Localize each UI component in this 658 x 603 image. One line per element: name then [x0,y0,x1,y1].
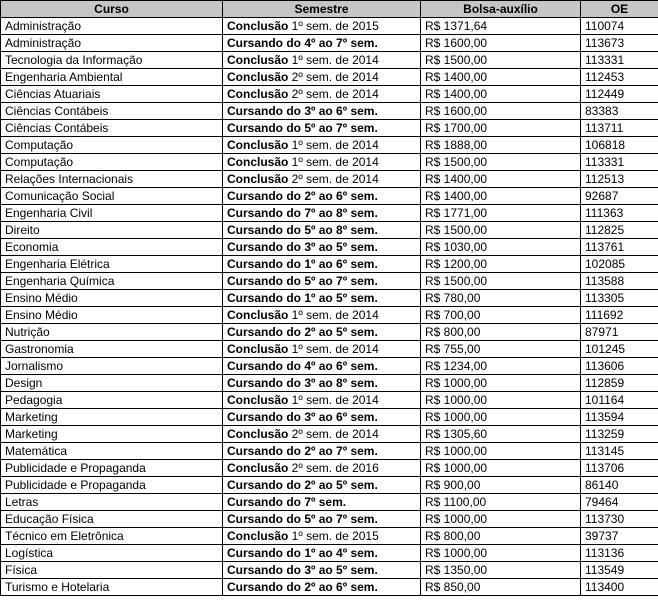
cell-semestre [223,52,421,69]
cell-oe: 113711 [581,120,658,137]
semestre-status: Cursando do 1º ao 4º sem. [227,546,378,560]
table-body [1,18,658,596]
cell-bolsa: R$ 1350,00 [421,562,581,579]
cell-semestre [223,188,421,205]
table-row [1,392,658,409]
semestre-detail: 1º sem. de 2014 [288,155,379,169]
cell-oe: 113136 [581,545,658,562]
cell-oe: 111692 [581,307,658,324]
cell-bolsa: R$ 1000,00 [421,511,581,528]
cell-curso: Design [1,375,223,392]
table-row [1,86,658,103]
cell-bolsa: R$ 1030,00 [421,239,581,256]
cell-bolsa: R$ 1000,00 [421,375,581,392]
cell-semestre [223,222,421,239]
semestre-detail: 1º sem. de 2015 [288,19,379,33]
semestre-status: Cursando do 3º ao 8º sem. [227,376,378,390]
table-row [1,545,658,562]
cell-semestre [223,256,421,273]
table-row [1,460,658,477]
semestre-detail: 2º sem. de 2016 [288,461,379,475]
cell-oe: 112825 [581,222,658,239]
cell-curso: Ciências Contábeis [1,103,223,120]
cell-curso: Ciências Contábeis [1,120,223,137]
cell-bolsa: R$ 1234,00 [421,358,581,375]
table-row [1,324,658,341]
cell-bolsa: R$ 900,00 [421,477,581,494]
cell-bolsa: R$ 1888,00 [421,137,581,154]
cell-oe: 113606 [581,358,658,375]
table-row [1,426,658,443]
cell-semestre [223,205,421,222]
cell-semestre [223,426,421,443]
cell-curso: Logística [1,545,223,562]
table-row [1,69,658,86]
semestre-status: Cursando do 2º ao 5º sem. [227,478,378,492]
cell-curso: Economia [1,239,223,256]
cell-semestre [223,69,421,86]
cell-oe: 86140 [581,477,658,494]
cell-curso: Educação Física [1,511,223,528]
semestre-status: Cursando do 2º ao 5º sem. [227,325,378,339]
cell-oe: 112449 [581,86,658,103]
cell-semestre [223,392,421,409]
cell-bolsa: R$ 1400,00 [421,171,581,188]
semestre-status: Cursando do 4º ao 6º sem. [227,359,378,373]
semestre-status: Conclusão [227,342,289,356]
cell-bolsa: R$ 1500,00 [421,273,581,290]
cell-curso: Computação [1,137,223,154]
cell-semestre [223,86,421,103]
cell-semestre [223,409,421,426]
semestre-status: Cursando do 3º ao 5º sem. [227,563,378,577]
table-row [1,256,658,273]
cell-oe: 113331 [581,52,658,69]
table-row [1,222,658,239]
semestre-status: Cursando do 5º ao 7º sem. [227,274,378,288]
semestre-detail: 1º sem. de 2014 [288,308,379,322]
semestre-status: Cursando do 2º ao 7º sem. [227,444,378,458]
cell-curso: Engenharia Química [1,273,223,290]
cell-bolsa: R$ 1000,00 [421,460,581,477]
table-row [1,409,658,426]
table-row [1,205,658,222]
cell-oe: 106818 [581,137,658,154]
table-row [1,239,658,256]
semestre-status: Cursando do 3º ao 5º sem. [227,240,378,254]
cell-oe: 113706 [581,460,658,477]
table-row [1,579,658,596]
cell-curso: Marketing [1,409,223,426]
cell-semestre [223,103,421,120]
semestre-detail: 1º sem. de 2014 [288,53,379,67]
cell-bolsa: R$ 850,00 [421,579,581,596]
semestre-detail: 1º sem. de 2015 [288,529,379,543]
cell-oe: 102085 [581,256,658,273]
cell-curso: Letras [1,494,223,511]
cell-oe: 110074 [581,18,658,35]
table-row [1,494,658,511]
table-row [1,103,658,120]
semestre-detail: 2º sem. de 2014 [288,87,379,101]
table-row [1,18,658,35]
cell-curso: Gastronomia [1,341,223,358]
table-row [1,358,658,375]
cell-bolsa: R$ 800,00 [421,528,581,545]
cell-bolsa: R$ 1305,60 [421,426,581,443]
semestre-status: Cursando do 2º ao 6º sem. [227,580,378,594]
header-semestre: Semestre [223,1,421,18]
table-header [1,1,658,18]
cell-semestre [223,579,421,596]
table-row [1,154,658,171]
cell-semestre [223,120,421,137]
cell-semestre [223,35,421,52]
semestre-status: Conclusão [227,427,289,441]
cell-semestre [223,528,421,545]
table-row [1,375,658,392]
semestre-status: Conclusão [227,53,289,67]
cell-bolsa: R$ 1000,00 [421,545,581,562]
cell-oe: 79464 [581,494,658,511]
semestre-status: Cursando do 3º ao 6º sem. [227,104,378,118]
table-row [1,477,658,494]
table-row [1,341,658,358]
semestre-status: Conclusão [227,138,289,152]
cell-bolsa: R$ 1500,00 [421,222,581,239]
cell-bolsa: R$ 1400,00 [421,69,581,86]
cell-semestre [223,494,421,511]
cell-semestre [223,562,421,579]
semestre-status: Cursando do 2º ao 6º sem. [227,189,378,203]
cell-bolsa: R$ 1600,00 [421,35,581,52]
header-oe: OE [581,1,658,18]
cell-bolsa: R$ 1700,00 [421,120,581,137]
cell-semestre [223,307,421,324]
semestre-detail: 1º sem. de 2014 [288,342,379,356]
semestre-status: Cursando do 7º ao 8º sem. [227,206,378,220]
cell-curso: Direito [1,222,223,239]
cell-semestre [223,137,421,154]
cell-bolsa: R$ 755,00 [421,341,581,358]
semestre-status: Conclusão [227,70,289,84]
semestre-status: Cursando do 3º ao 6º sem. [227,410,378,424]
cell-oe: 113761 [581,239,658,256]
cell-curso: Publicidade e Propaganda [1,460,223,477]
cell-semestre [223,545,421,562]
table-row [1,171,658,188]
cell-oe: 101245 [581,341,658,358]
cell-curso: Computação [1,154,223,171]
header-curso: Curso [1,1,223,18]
cell-curso: Administração [1,35,223,52]
table-row [1,188,658,205]
cell-oe: 113730 [581,511,658,528]
cell-oe: 113305 [581,290,658,307]
cell-bolsa: R$ 1000,00 [421,392,581,409]
semestre-status: Cursando do 5º ao 7º sem. [227,121,378,135]
cell-semestre [223,154,421,171]
cell-oe: 87971 [581,324,658,341]
cell-bolsa: R$ 1500,00 [421,154,581,171]
cell-semestre [223,375,421,392]
cell-bolsa: R$ 700,00 [421,307,581,324]
cell-oe: 113594 [581,409,658,426]
cell-curso: Publicidade e Propaganda [1,477,223,494]
cell-semestre [223,477,421,494]
cell-curso: Jornalismo [1,358,223,375]
cell-semestre [223,290,421,307]
table-row [1,137,658,154]
cell-semestre [223,460,421,477]
semestre-status: Conclusão [227,172,289,186]
header-row [1,1,658,18]
cell-curso: Comunicação Social [1,188,223,205]
table-row [1,443,658,460]
semestre-status: Cursando do 4º ao 7º sem. [227,36,378,50]
cell-oe: 113331 [581,154,658,171]
cell-oe: 112513 [581,171,658,188]
semestre-status: Cursando do 5º ao 8º sem. [227,223,378,237]
semestre-status: Cursando do 1º ao 6º sem. [227,257,378,271]
cell-curso: Técnico em Eletrônica [1,528,223,545]
cell-curso: Ensino Médio [1,307,223,324]
cell-curso: Matemática [1,443,223,460]
cell-curso: Ensino Médio [1,290,223,307]
cell-semestre [223,324,421,341]
cell-oe: 39737 [581,528,658,545]
cell-semestre [223,341,421,358]
cell-curso: Pedagogia [1,392,223,409]
cell-bolsa: R$ 780,00 [421,290,581,307]
semestre-detail: 2º sem. de 2014 [288,427,379,441]
cell-curso: Marketing [1,426,223,443]
cell-curso: Engenharia Elétrica [1,256,223,273]
cell-semestre [223,443,421,460]
semestre-status: Conclusão [227,308,289,322]
cell-curso: Relações Internacionais [1,171,223,188]
cell-bolsa: R$ 1000,00 [421,409,581,426]
cell-oe: 83383 [581,103,658,120]
cell-bolsa: R$ 1100,00 [421,494,581,511]
semestre-status: Conclusão [227,19,289,33]
cell-bolsa: R$ 1771,00 [421,205,581,222]
table-row [1,52,658,69]
semestre-status: Cursando do 5º ao 7º sem. [227,512,378,526]
cell-oe: 113259 [581,426,658,443]
table-row [1,273,658,290]
cell-curso: Engenharia Ambiental [1,69,223,86]
cell-curso: Tecnologia da Informação [1,52,223,69]
cell-bolsa: R$ 800,00 [421,324,581,341]
semestre-status: Cursando do 7º sem. [227,495,347,509]
semestre-status: Conclusão [227,461,289,475]
table-row [1,562,658,579]
cell-bolsa: R$ 1500,00 [421,52,581,69]
semestre-detail: 2º sem. de 2014 [288,70,379,84]
semestre-status: Conclusão [227,529,289,543]
cell-oe: 101164 [581,392,658,409]
table-row [1,120,658,137]
cell-bolsa: R$ 1600,00 [421,103,581,120]
semestre-status: Conclusão [227,87,289,101]
cell-oe: 113145 [581,443,658,460]
cell-curso: Física [1,562,223,579]
semestre-status: Conclusão [227,393,289,407]
table-row [1,35,658,52]
semestre-status: Conclusão [227,155,289,169]
cell-semestre [223,18,421,35]
cell-oe: 113549 [581,562,658,579]
cell-oe: 112453 [581,69,658,86]
semestre-detail: 1º sem. de 2014 [288,138,379,152]
semestre-status: Cursando do 1º ao 5º sem. [227,291,378,305]
semestre-detail: 1º sem. de 2014 [288,393,379,407]
cell-bolsa: R$ 1000,00 [421,443,581,460]
cell-curso: Nutrição [1,324,223,341]
cell-oe: 92687 [581,188,658,205]
cell-oe: 113673 [581,35,658,52]
table-row [1,307,658,324]
cell-curso: Administração [1,18,223,35]
cell-semestre [223,239,421,256]
table-row [1,528,658,545]
cell-bolsa: R$ 1400,00 [421,86,581,103]
cell-curso: Engenharia Civil [1,205,223,222]
table-row [1,290,658,307]
cell-semestre [223,171,421,188]
cell-oe: 113400 [581,579,658,596]
cell-semestre [223,273,421,290]
semestre-detail: 2º sem. de 2014 [288,172,379,186]
cell-bolsa: R$ 1400,00 [421,188,581,205]
cell-curso: Ciências Atuariais [1,86,223,103]
cell-curso: Turismo e Hotelaria [1,579,223,596]
cell-semestre [223,511,421,528]
table-row [1,511,658,528]
cell-bolsa: R$ 1200,00 [421,256,581,273]
cell-oe: 113588 [581,273,658,290]
cell-semestre [223,358,421,375]
cell-oe: 111363 [581,205,658,222]
header-bolsa: Bolsa-auxílio [421,1,581,18]
cell-bolsa: R$ 1371,64 [421,18,581,35]
cell-oe: 112859 [581,375,658,392]
